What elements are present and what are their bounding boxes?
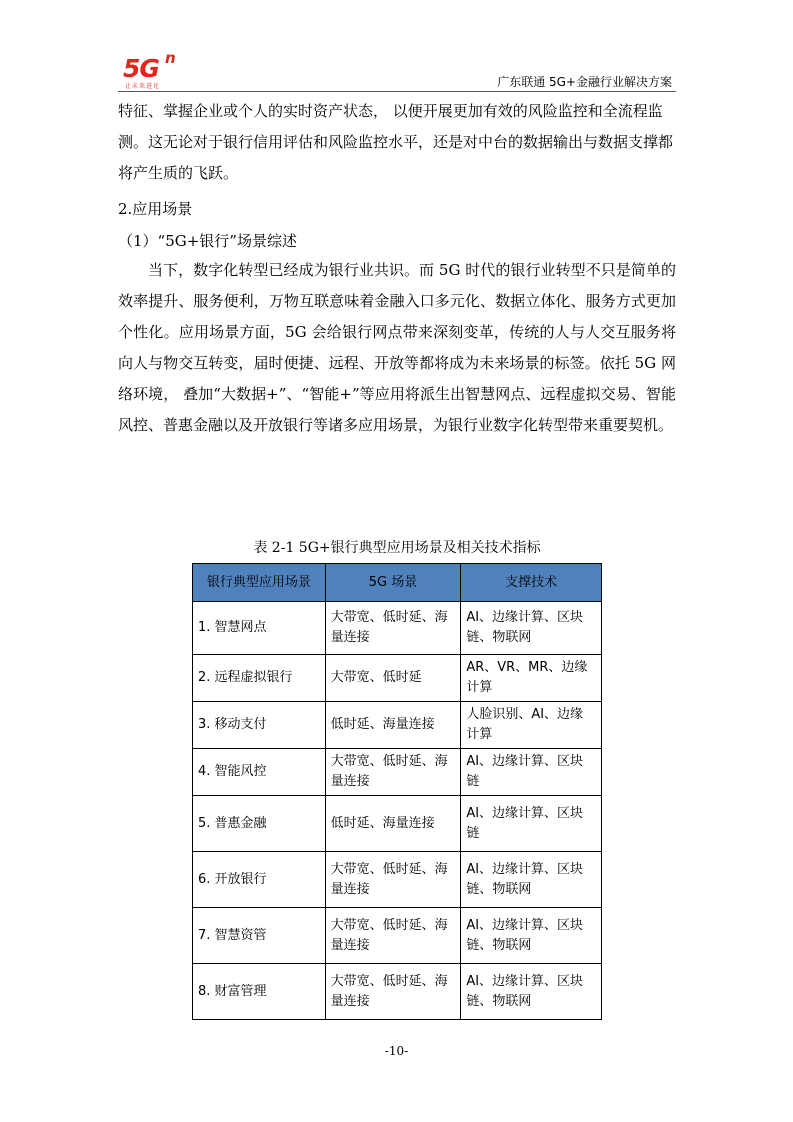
table-row — [193, 602, 602, 655]
table-cell: 大带宽、低时延、海量连接 — [325, 749, 461, 796]
table-cell: AI、边缘计算、区块链 — [461, 749, 602, 796]
scenario-table — [192, 563, 602, 1020]
subsection-heading: （1）“5G+银行”场景综述 — [118, 232, 297, 250]
table-row — [193, 852, 602, 908]
table-cell: 4. 智能风控 — [193, 749, 326, 796]
table-row — [193, 796, 602, 852]
paragraph-overview: 当下，数字化转型已经成为银行业共识。而 5G 时代的银行业转型不只是简单的效率提升、服务便利，万物互联意味着金融入口多元化、数据立体化、服务方式更加个性化。应用场景方面，5G 会给银行网点带来深刻变革，传统的人与人交互服务将向人与物交互转变，届时便捷、远程、开放等都将成为未来场景的标签。依托 5G 网络环境， 叠加“大数据+”、“智能+”等应用将派生出智慧网点、远程虚拟交易、智能风控、普惠金融以及开放银行等诸多应用场景，为银行业数字化转型带来重要契机。 — [118, 261, 676, 434]
column-header: 银行典型应用场景 — [193, 564, 326, 602]
table-row — [193, 749, 602, 796]
logo-slogan: 让未来进化 — [125, 83, 161, 90]
page-header — [118, 50, 676, 92]
table-cell: 人脸识别、AI、边缘计算 — [461, 702, 602, 749]
table-cell: 低时延、海量连接 — [325, 702, 461, 749]
table-header-row — [193, 564, 602, 602]
table-cell: 3. 移动支付 — [193, 702, 326, 749]
unicom-5g-logo — [123, 49, 183, 90]
section-heading: 2.应用场景 — [118, 200, 193, 218]
table-row — [193, 908, 602, 964]
table-row — [193, 702, 602, 749]
column-header: 5G 场景 — [325, 564, 461, 602]
table-cell: 大带宽、低时延、海量连接 — [325, 964, 461, 1020]
table-row — [193, 655, 602, 702]
table-cell: 大带宽、低时延、海量连接 — [325, 852, 461, 908]
table-cell: AI、边缘计算、区块链、物联网 — [461, 908, 602, 964]
table-cell: AI、边缘计算、区块链、物联网 — [461, 852, 602, 908]
table-cell: 2. 远程虚拟银行 — [193, 655, 326, 702]
table-cell: 1. 智慧网点 — [193, 602, 326, 655]
logo-text: 5G — [123, 54, 159, 83]
table-cell: 8. 财富管理 — [193, 964, 326, 1020]
table-cell: 大带宽、低时延 — [325, 655, 461, 702]
table-cell: 7. 智慧资管 — [193, 908, 326, 964]
table-cell: 低时延、海量连接 — [325, 796, 461, 852]
logo-superscript: n — [165, 49, 176, 67]
column-header: 支撑技术 — [461, 564, 602, 602]
paragraph-intro: 特征、掌握企业或个人的实时资产状态， 以便开展更加有效的风险监控和全流程监测。这无论对于银行信用评估和风险监控水平，还是对中台的数据输出与数据支撑都将产生质的飞跃。 — [118, 102, 674, 182]
page-number: -10- — [384, 1044, 409, 1058]
table-row — [193, 964, 602, 1020]
table-cell: 5. 普惠金融 — [193, 796, 326, 852]
table-cell: AR、VR、MR、边缘计算 — [461, 655, 602, 702]
table-cell: 大带宽、低时延、海量连接 — [325, 908, 461, 964]
table-cell: AI、边缘计算、区块链、物联网 — [461, 602, 602, 655]
table-cell: 大带宽、低时延、海量连接 — [325, 602, 461, 655]
table-cell: 6. 开放银行 — [193, 852, 326, 908]
table-caption: 表 2-1 5G+银行典型应用场景及相关技术指标 — [253, 540, 541, 556]
table-cell: AI、边缘计算、区块链、物联网 — [461, 964, 602, 1020]
header-title: 广东联通 5G+金融行业解决方案 — [497, 75, 672, 89]
table-cell: AI、边缘计算、区块链 — [461, 796, 602, 852]
